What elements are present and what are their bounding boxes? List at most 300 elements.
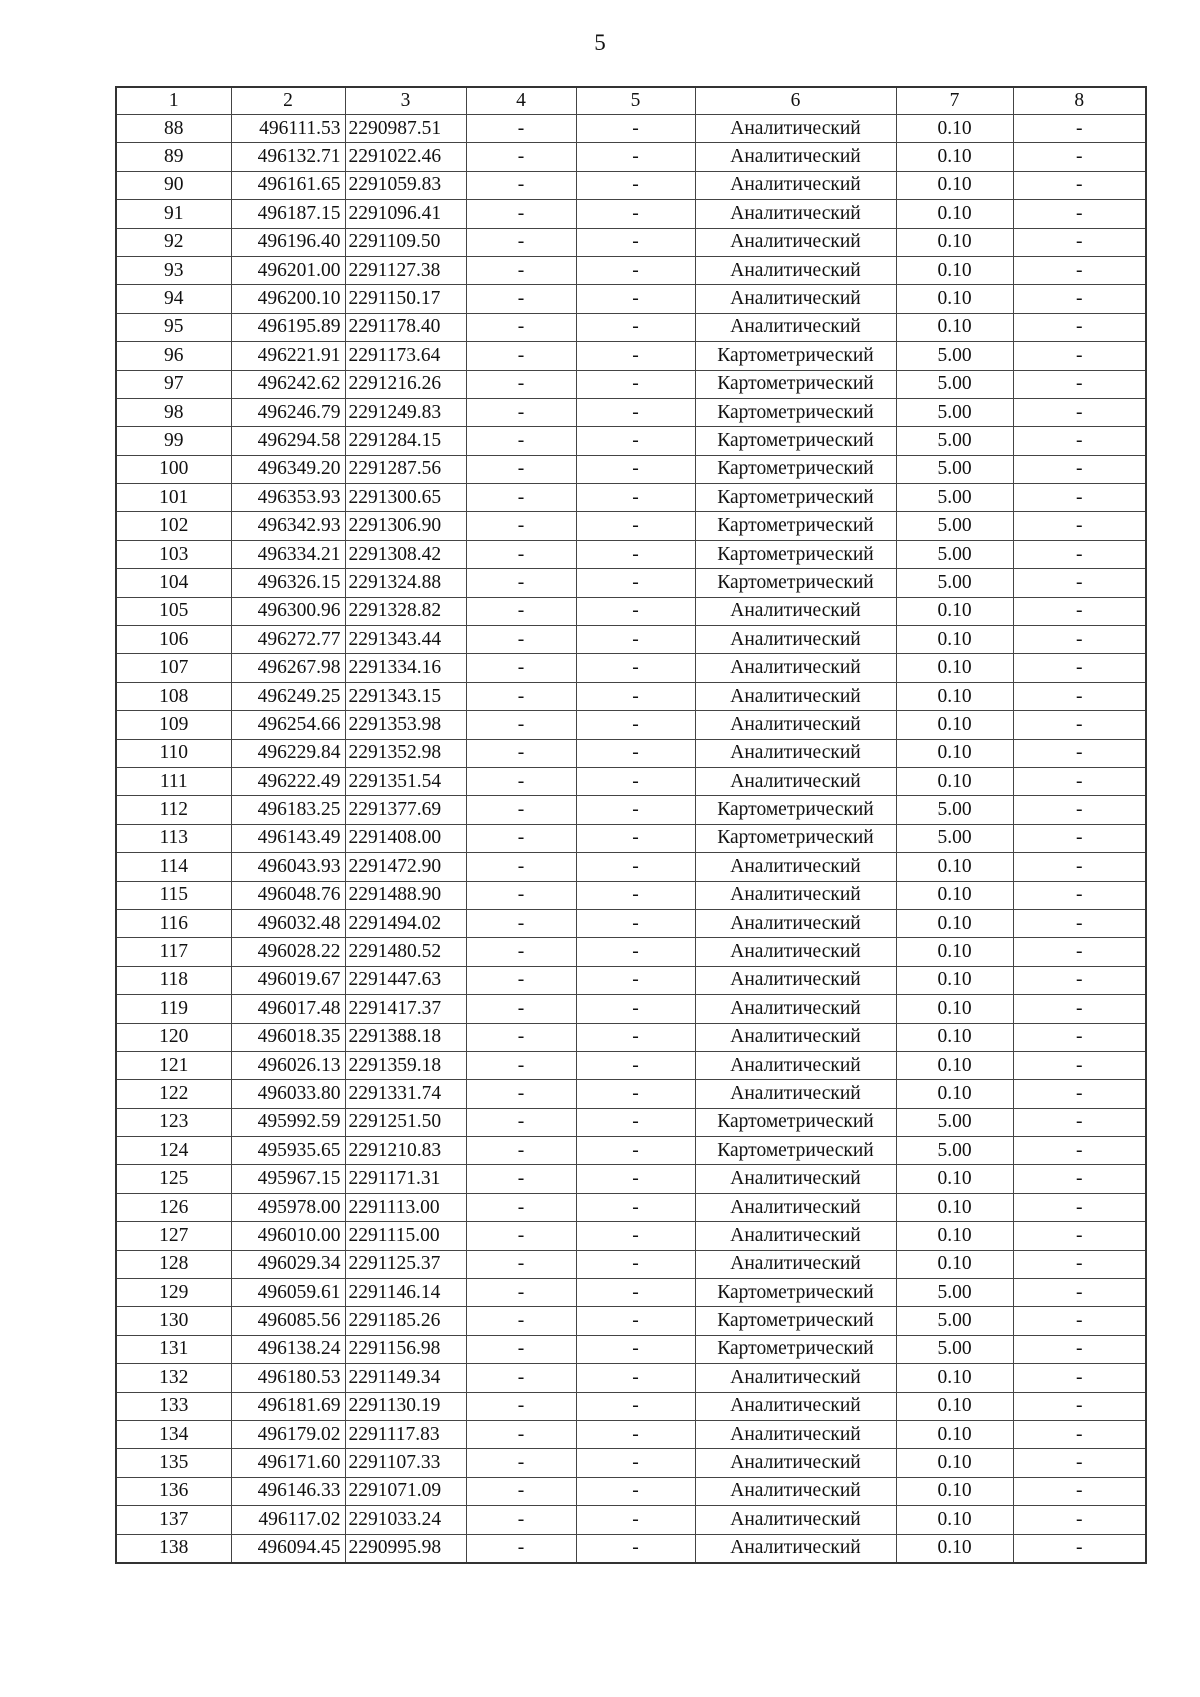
x-coordinate-cell: 495935.65 <box>231 1137 345 1165</box>
column-5-cell: - <box>576 1307 695 1335</box>
x-coordinate-cell: 496143.49 <box>231 824 345 852</box>
method-cell: Аналитический <box>695 1534 896 1563</box>
accuracy-cell: 0.10 <box>896 881 1013 909</box>
column-5-cell: - <box>576 739 695 767</box>
y-coordinate-cell: 2291408.00 <box>345 824 466 852</box>
column-8-cell: - <box>1013 200 1146 228</box>
accuracy-cell: 0.10 <box>896 938 1013 966</box>
method-cell: Аналитический <box>695 881 896 909</box>
column-5-cell: - <box>576 853 695 881</box>
y-coordinate-cell: 2291328.82 <box>345 597 466 625</box>
y-coordinate-cell: 2291447.63 <box>345 966 466 994</box>
x-coordinate-cell: 496183.25 <box>231 796 345 824</box>
accuracy-cell: 0.10 <box>896 1023 1013 1051</box>
column-4-cell: - <box>466 1392 576 1420</box>
accuracy-cell: 5.00 <box>896 1108 1013 1136</box>
point-number-cell: 124 <box>116 1137 231 1165</box>
column-5-cell: - <box>576 824 695 852</box>
y-coordinate-cell: 2291287.56 <box>345 455 466 483</box>
column-8-cell: - <box>1013 342 1146 370</box>
table-row <box>116 1250 1146 1278</box>
method-cell: Аналитический <box>695 1250 896 1278</box>
point-number-cell: 130 <box>116 1307 231 1335</box>
method-cell: Аналитический <box>695 143 896 171</box>
y-coordinate-cell: 2291117.83 <box>345 1420 466 1448</box>
point-number-cell: 114 <box>116 853 231 881</box>
table-row <box>116 654 1146 682</box>
y-coordinate-cell: 2291149.34 <box>345 1364 466 1392</box>
column-4-cell: - <box>466 909 576 937</box>
accuracy-cell: 0.10 <box>896 995 1013 1023</box>
column-8-cell: - <box>1013 1307 1146 1335</box>
point-number-cell: 121 <box>116 1051 231 1079</box>
column-4-cell: - <box>466 455 576 483</box>
point-number-cell: 116 <box>116 909 231 937</box>
table-row <box>116 966 1146 994</box>
column-5-cell: - <box>576 909 695 937</box>
x-coordinate-cell: 496017.48 <box>231 995 345 1023</box>
method-cell: Картометрический <box>695 1307 896 1335</box>
column-8-cell: - <box>1013 1051 1146 1079</box>
column-8-cell: - <box>1013 682 1146 710</box>
column-5-cell: - <box>576 569 695 597</box>
table-row <box>116 1193 1146 1221</box>
column-4-cell: - <box>466 1335 576 1363</box>
point-number-cell: 129 <box>116 1279 231 1307</box>
column-4-cell: - <box>466 966 576 994</box>
method-cell: Картометрический <box>695 342 896 370</box>
accuracy-cell: 0.10 <box>896 115 1013 143</box>
y-coordinate-cell: 2291115.00 <box>345 1222 466 1250</box>
accuracy-cell: 0.10 <box>896 1392 1013 1420</box>
accuracy-cell: 5.00 <box>896 398 1013 426</box>
point-number-cell: 104 <box>116 569 231 597</box>
x-coordinate-cell: 496094.45 <box>231 1534 345 1563</box>
accuracy-cell: 0.10 <box>896 228 1013 256</box>
method-cell: Картометрический <box>695 427 896 455</box>
y-coordinate-cell: 2291417.37 <box>345 995 466 1023</box>
y-coordinate-cell: 2291284.15 <box>345 427 466 455</box>
column-8-cell: - <box>1013 1222 1146 1250</box>
y-coordinate-cell: 2291096.41 <box>345 200 466 228</box>
column-5-cell: - <box>576 1279 695 1307</box>
column-5-cell: - <box>576 1250 695 1278</box>
column-5-cell: - <box>576 938 695 966</box>
table-row <box>116 938 1146 966</box>
x-coordinate-cell: 496229.84 <box>231 739 345 767</box>
y-coordinate-cell: 2291022.46 <box>345 143 466 171</box>
column-8-cell: - <box>1013 654 1146 682</box>
table-row <box>116 767 1146 795</box>
y-coordinate-cell: 2291472.90 <box>345 853 466 881</box>
y-coordinate-cell: 2291059.83 <box>345 171 466 199</box>
y-coordinate-cell: 2291127.38 <box>345 256 466 284</box>
column-5-cell: - <box>576 256 695 284</box>
x-coordinate-cell: 496294.58 <box>231 427 345 455</box>
table-row <box>116 1335 1146 1363</box>
column-4-cell: - <box>466 796 576 824</box>
column-4-cell: - <box>466 654 576 682</box>
column-5-cell: - <box>576 200 695 228</box>
x-coordinate-cell: 496334.21 <box>231 540 345 568</box>
column-4-cell: - <box>466 1279 576 1307</box>
column-4-cell: - <box>466 938 576 966</box>
column-5-cell: - <box>576 455 695 483</box>
column-5-cell: - <box>576 342 695 370</box>
y-coordinate-cell: 2291351.54 <box>345 767 466 795</box>
y-coordinate-cell: 2291343.44 <box>345 626 466 654</box>
column-4-cell: - <box>466 1506 576 1534</box>
column-8-cell: - <box>1013 1477 1146 1505</box>
accuracy-cell: 0.10 <box>896 739 1013 767</box>
column-8-cell: - <box>1013 115 1146 143</box>
accuracy-cell: 0.10 <box>896 285 1013 313</box>
accuracy-cell: 5.00 <box>896 824 1013 852</box>
method-cell: Аналитический <box>695 313 896 341</box>
accuracy-cell: 0.10 <box>896 909 1013 937</box>
column-5-cell: - <box>576 370 695 398</box>
method-cell: Аналитический <box>695 1364 896 1392</box>
column-5-cell: - <box>576 1137 695 1165</box>
y-coordinate-cell: 2291173.64 <box>345 342 466 370</box>
y-coordinate-cell: 2291107.33 <box>345 1449 466 1477</box>
x-coordinate-cell: 496019.67 <box>231 966 345 994</box>
column-8-cell: - <box>1013 938 1146 966</box>
y-coordinate-cell: 2291334.16 <box>345 654 466 682</box>
point-number-cell: 91 <box>116 200 231 228</box>
method-cell: Аналитический <box>695 1165 896 1193</box>
accuracy-cell: 0.10 <box>896 711 1013 739</box>
point-number-cell: 97 <box>116 370 231 398</box>
accuracy-cell: 0.10 <box>896 313 1013 341</box>
table-row <box>116 256 1146 284</box>
column-5-cell: - <box>576 1506 695 1534</box>
column-8-cell: - <box>1013 1364 1146 1392</box>
column-4-cell: - <box>466 427 576 455</box>
header-row <box>116 87 1146 115</box>
x-coordinate-cell: 496195.89 <box>231 313 345 341</box>
column-8-cell: - <box>1013 427 1146 455</box>
point-number-cell: 128 <box>116 1250 231 1278</box>
table-body <box>116 87 1146 1563</box>
table-row <box>116 143 1146 171</box>
point-number-cell: 100 <box>116 455 231 483</box>
column-4-cell: - <box>466 171 576 199</box>
accuracy-cell: 0.10 <box>896 200 1013 228</box>
point-number-cell: 106 <box>116 626 231 654</box>
column-5-cell: - <box>576 796 695 824</box>
column-5-cell: - <box>576 228 695 256</box>
y-coordinate-cell: 2291146.14 <box>345 1279 466 1307</box>
y-coordinate-cell: 2291331.74 <box>345 1080 466 1108</box>
column-8-cell: - <box>1013 370 1146 398</box>
column-header: 1 <box>116 87 231 115</box>
column-4-cell: - <box>466 881 576 909</box>
table-row <box>116 115 1146 143</box>
column-4-cell: - <box>466 1222 576 1250</box>
x-coordinate-cell: 496249.25 <box>231 682 345 710</box>
column-5-cell: - <box>576 1364 695 1392</box>
x-coordinate-cell: 496200.10 <box>231 285 345 313</box>
column-8-cell: - <box>1013 597 1146 625</box>
column-5-cell: - <box>576 597 695 625</box>
column-4-cell: - <box>466 1449 576 1477</box>
accuracy-cell: 5.00 <box>896 484 1013 512</box>
column-4-cell: - <box>466 682 576 710</box>
table-row <box>116 1506 1146 1534</box>
point-number-cell: 110 <box>116 739 231 767</box>
accuracy-cell: 0.10 <box>896 1506 1013 1534</box>
method-cell: Аналитический <box>695 1506 896 1534</box>
y-coordinate-cell: 2291353.98 <box>345 711 466 739</box>
accuracy-cell: 5.00 <box>896 1279 1013 1307</box>
column-4-cell: - <box>466 767 576 795</box>
column-8-cell: - <box>1013 1137 1146 1165</box>
table-row <box>116 1023 1146 1051</box>
table-row <box>116 171 1146 199</box>
column-8-cell: - <box>1013 569 1146 597</box>
x-coordinate-cell: 496246.79 <box>231 398 345 426</box>
method-cell: Картометрический <box>695 1108 896 1136</box>
table-row <box>116 796 1146 824</box>
accuracy-cell: 0.10 <box>896 597 1013 625</box>
accuracy-cell: 5.00 <box>896 1307 1013 1335</box>
column-8-cell: - <box>1013 824 1146 852</box>
column-4-cell: - <box>466 739 576 767</box>
point-number-cell: 92 <box>116 228 231 256</box>
method-cell: Аналитический <box>695 200 896 228</box>
point-number-cell: 101 <box>116 484 231 512</box>
x-coordinate-cell: 496272.77 <box>231 626 345 654</box>
table-row <box>116 909 1146 937</box>
point-number-cell: 95 <box>116 313 231 341</box>
x-coordinate-cell: 496132.71 <box>231 143 345 171</box>
x-coordinate-cell: 496267.98 <box>231 654 345 682</box>
y-coordinate-cell: 2291494.02 <box>345 909 466 937</box>
method-cell: Аналитический <box>695 1222 896 1250</box>
table-row <box>116 1108 1146 1136</box>
x-coordinate-cell: 496111.53 <box>231 115 345 143</box>
y-coordinate-cell: 2291171.31 <box>345 1165 466 1193</box>
column-5-cell: - <box>576 1193 695 1221</box>
method-cell: Аналитический <box>695 285 896 313</box>
x-coordinate-cell: 496222.49 <box>231 767 345 795</box>
y-coordinate-cell: 2291109.50 <box>345 228 466 256</box>
table-row <box>116 711 1146 739</box>
x-coordinate-cell: 496196.40 <box>231 228 345 256</box>
column-4-cell: - <box>466 228 576 256</box>
accuracy-cell: 5.00 <box>896 512 1013 540</box>
x-coordinate-cell: 496349.20 <box>231 455 345 483</box>
column-5-cell: - <box>576 427 695 455</box>
x-coordinate-cell: 496342.93 <box>231 512 345 540</box>
column-5-cell: - <box>576 966 695 994</box>
column-5-cell: - <box>576 881 695 909</box>
point-number-cell: 132 <box>116 1364 231 1392</box>
column-5-cell: - <box>576 313 695 341</box>
point-number-cell: 120 <box>116 1023 231 1051</box>
x-coordinate-cell: 496179.02 <box>231 1420 345 1448</box>
y-coordinate-cell: 2291308.42 <box>345 540 466 568</box>
column-8-cell: - <box>1013 1108 1146 1136</box>
column-5-cell: - <box>576 1534 695 1563</box>
table-row <box>116 995 1146 1023</box>
column-5-cell: - <box>576 654 695 682</box>
table-row <box>116 853 1146 881</box>
point-number-cell: 131 <box>116 1335 231 1363</box>
point-number-cell: 96 <box>116 342 231 370</box>
method-cell: Аналитический <box>695 711 896 739</box>
table-row <box>116 1449 1146 1477</box>
y-coordinate-cell: 2290987.51 <box>345 115 466 143</box>
y-coordinate-cell: 2291071.09 <box>345 1477 466 1505</box>
accuracy-cell: 0.10 <box>896 143 1013 171</box>
x-coordinate-cell: 496010.00 <box>231 1222 345 1250</box>
column-8-cell: - <box>1013 995 1146 1023</box>
column-5-cell: - <box>576 1420 695 1448</box>
method-cell: Картометрический <box>695 370 896 398</box>
point-number-cell: 105 <box>116 597 231 625</box>
method-cell: Картометрический <box>695 1335 896 1363</box>
x-coordinate-cell: 496161.65 <box>231 171 345 199</box>
column-header: 5 <box>576 87 695 115</box>
accuracy-cell: 0.10 <box>896 171 1013 199</box>
y-coordinate-cell: 2291324.88 <box>345 569 466 597</box>
accuracy-cell: 0.10 <box>896 1449 1013 1477</box>
method-cell: Аналитический <box>695 1023 896 1051</box>
x-coordinate-cell: 496180.53 <box>231 1364 345 1392</box>
table-row <box>116 1534 1146 1563</box>
table-row <box>116 1222 1146 1250</box>
column-4-cell: - <box>466 313 576 341</box>
column-5-cell: - <box>576 540 695 568</box>
point-number-cell: 134 <box>116 1420 231 1448</box>
column-8-cell: - <box>1013 512 1146 540</box>
method-cell: Аналитический <box>695 995 896 1023</box>
column-5-cell: - <box>576 398 695 426</box>
column-4-cell: - <box>466 285 576 313</box>
table-row <box>116 455 1146 483</box>
column-4-cell: - <box>466 398 576 426</box>
column-8-cell: - <box>1013 313 1146 341</box>
column-5-cell: - <box>576 1108 695 1136</box>
table-row <box>116 881 1146 909</box>
page-number: 5 <box>594 30 606 55</box>
accuracy-cell: 0.10 <box>896 767 1013 795</box>
column-4-cell: - <box>466 626 576 654</box>
column-8-cell: - <box>1013 1420 1146 1448</box>
column-4-cell: - <box>466 115 576 143</box>
y-coordinate-cell: 2291480.52 <box>345 938 466 966</box>
column-4-cell: - <box>466 1534 576 1563</box>
accuracy-cell: 0.10 <box>896 1250 1013 1278</box>
point-number-cell: 103 <box>116 540 231 568</box>
method-cell: Аналитический <box>695 1051 896 1079</box>
method-cell: Картометрический <box>695 796 896 824</box>
method-cell: Картометрический <box>695 1137 896 1165</box>
point-number-cell: 99 <box>116 427 231 455</box>
accuracy-cell: 5.00 <box>896 1137 1013 1165</box>
column-5-cell: - <box>576 1449 695 1477</box>
y-coordinate-cell: 2291210.83 <box>345 1137 466 1165</box>
column-5-cell: - <box>576 1165 695 1193</box>
x-coordinate-cell: 496242.62 <box>231 370 345 398</box>
table-row <box>116 1420 1146 1448</box>
y-coordinate-cell: 2291488.90 <box>345 881 466 909</box>
x-coordinate-cell: 496026.13 <box>231 1051 345 1079</box>
column-8-cell: - <box>1013 1335 1146 1363</box>
column-8-cell: - <box>1013 1449 1146 1477</box>
point-number-cell: 117 <box>116 938 231 966</box>
method-cell: Картометрический <box>695 484 896 512</box>
column-4-cell: - <box>466 143 576 171</box>
column-4-cell: - <box>466 1420 576 1448</box>
y-coordinate-cell: 2291306.90 <box>345 512 466 540</box>
y-coordinate-cell: 2291251.50 <box>345 1108 466 1136</box>
point-number-cell: 94 <box>116 285 231 313</box>
column-5-cell: - <box>576 1222 695 1250</box>
method-cell: Аналитический <box>695 1080 896 1108</box>
table-row <box>116 512 1146 540</box>
column-4-cell: - <box>466 1193 576 1221</box>
point-number-cell: 115 <box>116 881 231 909</box>
y-coordinate-cell: 2291359.18 <box>345 1051 466 1079</box>
point-number-cell: 127 <box>116 1222 231 1250</box>
column-8-cell: - <box>1013 626 1146 654</box>
column-8-cell: - <box>1013 767 1146 795</box>
column-5-cell: - <box>576 484 695 512</box>
column-8-cell: - <box>1013 1080 1146 1108</box>
point-number-cell: 107 <box>116 654 231 682</box>
accuracy-cell: 0.10 <box>896 1477 1013 1505</box>
table-row <box>116 1392 1146 1420</box>
method-cell: Аналитический <box>695 1392 896 1420</box>
column-4-cell: - <box>466 853 576 881</box>
column-5-cell: - <box>576 682 695 710</box>
point-number-cell: 118 <box>116 966 231 994</box>
column-4-cell: - <box>466 1137 576 1165</box>
table-row <box>116 1137 1146 1165</box>
x-coordinate-cell: 496201.00 <box>231 256 345 284</box>
method-cell: Аналитический <box>695 938 896 966</box>
accuracy-cell: 5.00 <box>896 455 1013 483</box>
column-4-cell: - <box>466 1364 576 1392</box>
column-4-cell: - <box>466 370 576 398</box>
column-5-cell: - <box>576 1392 695 1420</box>
column-5-cell: - <box>576 767 695 795</box>
y-coordinate-cell: 2290995.98 <box>345 1534 466 1563</box>
method-cell: Аналитический <box>695 1193 896 1221</box>
y-coordinate-cell: 2291300.65 <box>345 484 466 512</box>
column-8-cell: - <box>1013 1193 1146 1221</box>
x-coordinate-cell: 495978.00 <box>231 1193 345 1221</box>
point-number-cell: 122 <box>116 1080 231 1108</box>
accuracy-cell: 0.10 <box>896 853 1013 881</box>
column-5-cell: - <box>576 115 695 143</box>
column-5-cell: - <box>576 1080 695 1108</box>
accuracy-cell: 5.00 <box>896 427 1013 455</box>
x-coordinate-cell: 496146.33 <box>231 1477 345 1505</box>
table-row <box>116 228 1146 256</box>
method-cell: Аналитический <box>695 171 896 199</box>
x-coordinate-cell: 496353.93 <box>231 484 345 512</box>
column-header: 8 <box>1013 87 1146 115</box>
column-5-cell: - <box>576 995 695 1023</box>
table-row <box>116 370 1146 398</box>
column-8-cell: - <box>1013 228 1146 256</box>
x-coordinate-cell: 496187.15 <box>231 200 345 228</box>
point-number-cell: 137 <box>116 1506 231 1534</box>
